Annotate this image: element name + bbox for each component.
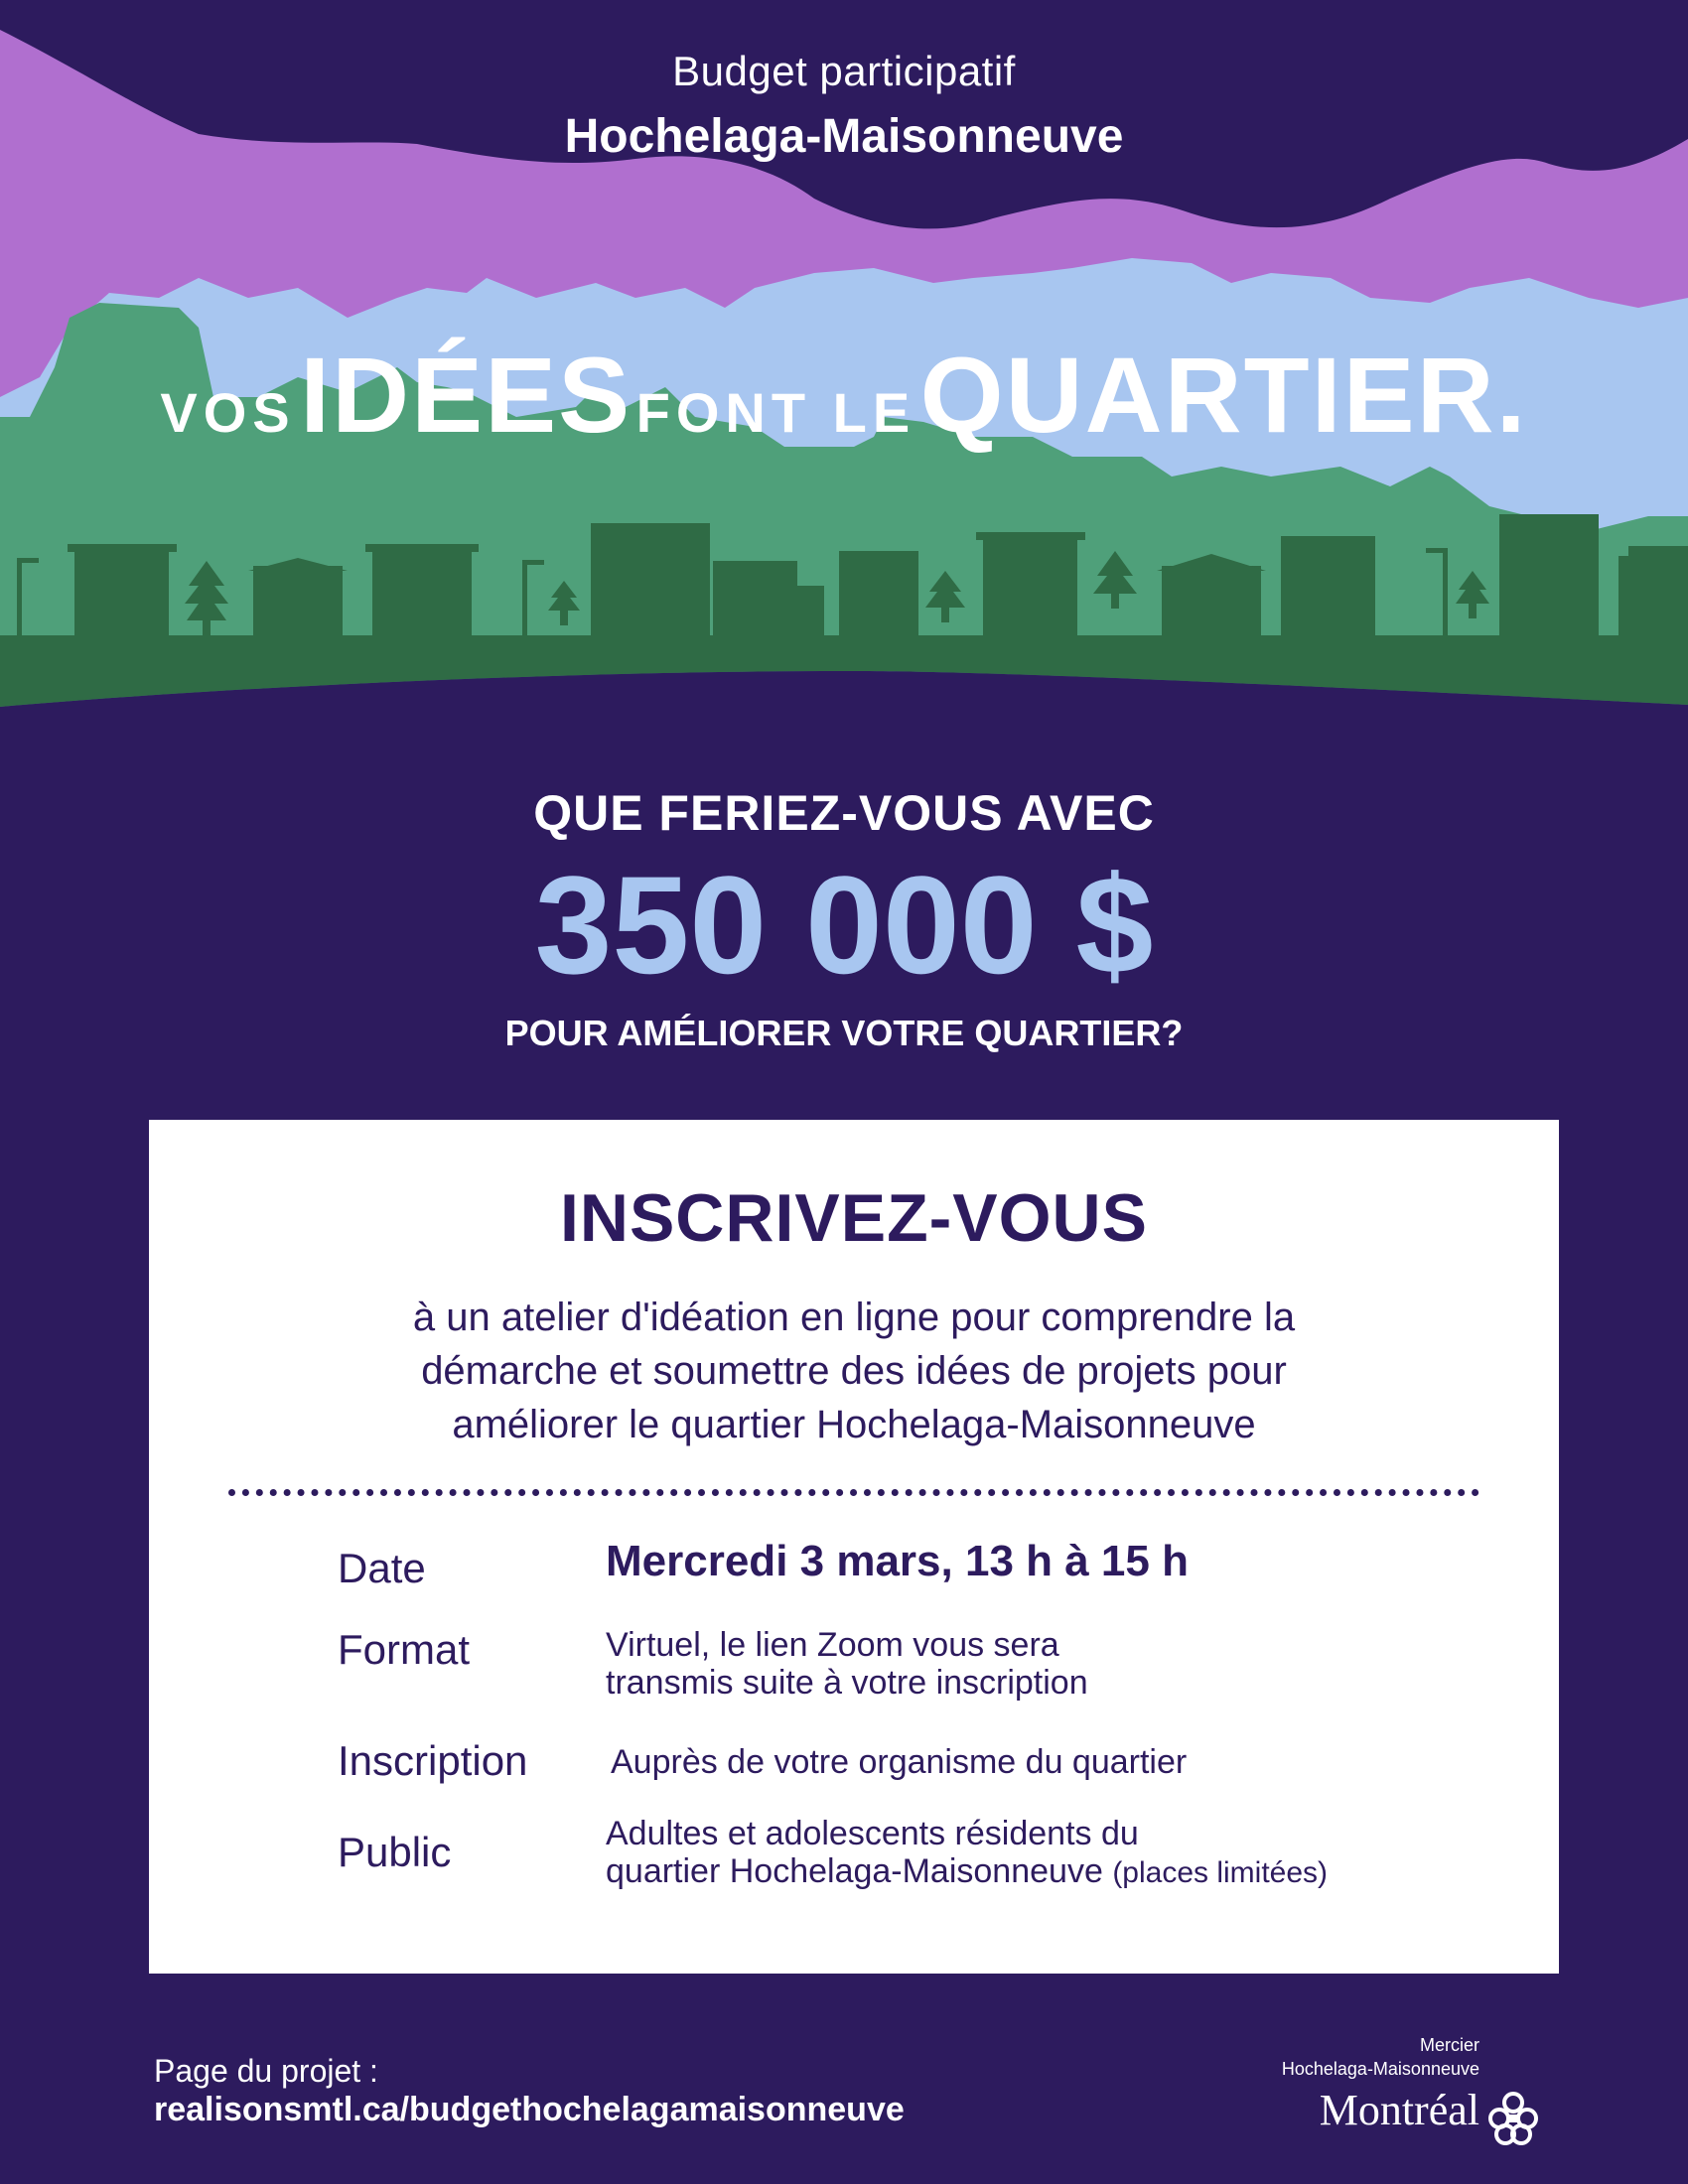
dotted-divider: [228, 1489, 1479, 1496]
description-line: démarche et soumettre des idées de projets pour: [421, 1349, 1287, 1393]
public-line: Adultes et adolescents résidents du: [606, 1815, 1139, 1852]
card-description: [238, 1291, 1470, 1451]
slogan-part-1: VOS: [160, 381, 296, 444]
logo-line-1: Mercier: [1419, 2035, 1479, 2055]
format-line: transmis suite à votre inscription: [606, 1664, 1088, 1702]
public-value: [606, 1815, 1328, 1892]
public-line-2: quartier Hochelaga-Maisonneuve: [606, 1852, 1103, 1890]
card-title: INSCRIVEZ-VOUS: [559, 1180, 1149, 1256]
budget-amount: 350 000 $: [534, 847, 1154, 1003]
slogan-part-3: FONT LE: [635, 381, 916, 444]
project-url-link[interactable]: realisonsmtl.ca/budgethochelagamaisonneuve: [154, 2091, 905, 2128]
format-value: [606, 1626, 1088, 1702]
date-value: Mercredi 3 mars, 13 h à 15 h: [606, 1537, 1189, 1585]
public-label: Public: [338, 1829, 452, 1875]
question-line-1: QUE FERIEZ-VOUS AVEC: [533, 785, 1155, 841]
inscription-label: Inscription: [338, 1737, 528, 1784]
logo-line-2: Hochelaga-Maisonneuve: [1281, 2059, 1479, 2079]
question-line-2: POUR AMÉLIORER VOTRE QUARTIER?: [504, 1013, 1184, 1053]
description-line: améliorer le quartier Hochelaga-Maisonneuve: [452, 1403, 1256, 1446]
borough-title: Hochelaga-Maisonneuve: [564, 110, 1124, 163]
format-label: Format: [338, 1626, 471, 1673]
program-kicker: Budget participatif: [672, 48, 1016, 94]
public-note: (places limitées): [1112, 1856, 1329, 1889]
slogan-part-4: QUARTIER.: [919, 335, 1528, 455]
slogan: [0, 333, 1688, 457]
logo-line-3: Montréal: [1319, 2086, 1479, 2134]
format-line: Virtuel, le lien Zoom vous sera: [606, 1626, 1059, 1664]
public-line: [606, 1852, 1328, 1892]
slogan-part-2: IDÉES: [300, 335, 633, 455]
project-page-label: Page du projet :: [154, 2053, 378, 2089]
montreal-rosette-icon: [1483, 2091, 1543, 2146]
hero-illustration: [0, 0, 1688, 715]
montreal-logo: [1261, 2035, 1559, 2154]
registration-card: [149, 1120, 1559, 1974]
description-line: à un atelier d'idéation en ligne pour comprendre la: [412, 1296, 1296, 1339]
inscription-value: Auprès de votre organisme du quartier: [611, 1743, 1188, 1781]
date-label: Date: [338, 1545, 426, 1591]
